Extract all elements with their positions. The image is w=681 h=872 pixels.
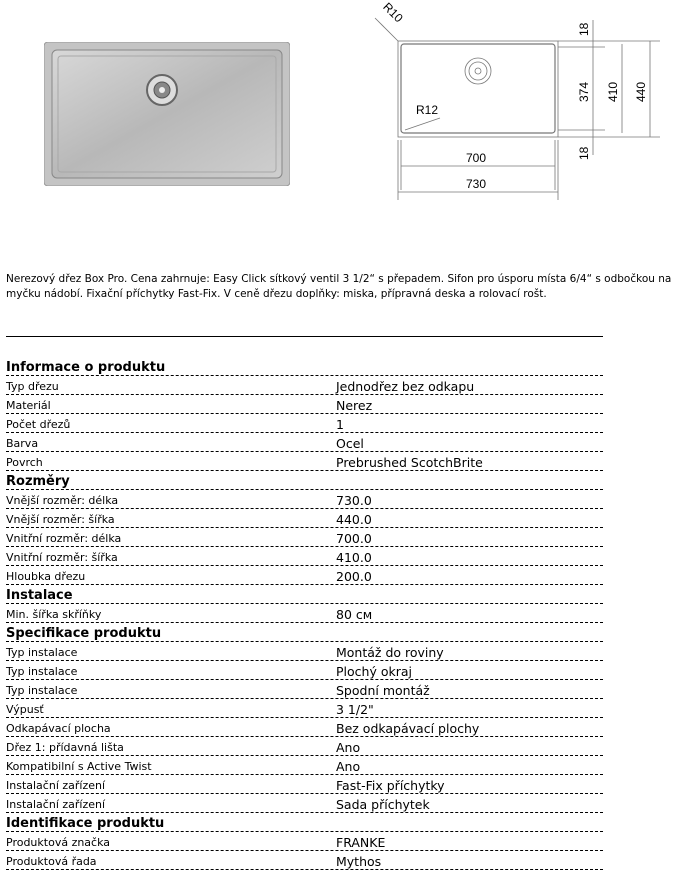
row-label: Kompatibilní s Active Twist (6, 760, 152, 773)
row-value: Nerez (336, 398, 373, 413)
section-header (6, 623, 603, 642)
sink-photo (44, 42, 290, 186)
row-value: 440.0 (336, 512, 372, 527)
row-label: Typ instalace (6, 665, 78, 678)
table-row (6, 566, 603, 585)
section-header (6, 813, 603, 832)
table-row (6, 547, 603, 566)
table-row (6, 376, 603, 395)
table-row (6, 509, 603, 528)
spec-table (6, 357, 603, 870)
table-row (6, 699, 603, 718)
section-title: Informace o produktu (6, 360, 166, 375)
row-value: 1 (336, 417, 344, 432)
row-label: Povrch (6, 456, 43, 469)
table-row (6, 395, 603, 414)
table-row (6, 851, 603, 870)
row-value: 700.0 (336, 531, 372, 546)
row-value: 730.0 (336, 493, 372, 508)
section-title: Specifikace produktu (6, 626, 162, 641)
row-label: Výpusť (6, 703, 44, 716)
table-row (6, 661, 603, 680)
row-label: Vnější rozměr: šířka (6, 513, 115, 526)
row-label: Odkapávací plocha (6, 722, 111, 735)
product-description: Nerezový dřez Box Pro. Cena zahrnuje: Easy Click sítkový ventil 3 1/2“ s přepadem. Sifon pro úsporu místa 6/4“ s odbočkou na myčku nádobí. Fixační příchytky Fast-Fix. V ceně dřezu doplňky: miska, přípravná deska a rolovací rošt. (6, 273, 672, 300)
row-label: Produktová značka (6, 836, 111, 849)
section-header (6, 357, 603, 376)
row-label: Min. šířka skříňky (6, 608, 102, 621)
row-value: 410.0 (336, 550, 372, 565)
row-label: Materiál (6, 399, 51, 412)
table-row (6, 718, 603, 737)
row-label: Typ instalace (6, 684, 78, 697)
dim-374: 374 (577, 81, 591, 102)
table-row (6, 756, 603, 775)
row-value: 200.0 (336, 569, 372, 584)
row-value: Fast-Fix příchytky (336, 778, 445, 793)
row-value: 3 1/2" (336, 702, 374, 717)
table-row (6, 775, 603, 794)
dim-440: 440 (634, 81, 648, 102)
row-label: Dřez 1: přídavná lišta (6, 741, 124, 754)
row-value: Montáž do roviny (336, 645, 444, 660)
row-value: Ano (336, 759, 361, 774)
row-value: Plochý okraj (336, 664, 412, 679)
row-value: Ocel (336, 436, 364, 451)
row-label: Instalační zařízení (6, 798, 106, 811)
table-row (6, 414, 603, 433)
table-row (6, 737, 603, 756)
section-header (6, 471, 603, 490)
dim-r12: R12 (416, 103, 439, 117)
dim-730: 730 (466, 177, 487, 191)
row-label: Barva (6, 437, 39, 450)
row-value: Prebrushed ScotchBrite (336, 455, 483, 470)
section-title: Identifikace produktu (6, 816, 165, 831)
row-value: Ano (336, 740, 361, 755)
technical-drawing (370, 0, 670, 210)
table-row (6, 832, 603, 851)
row-label: Typ dřezu (6, 380, 59, 393)
row-label: Hloubka dřezu (6, 570, 86, 583)
row-value: Sada příchytek (336, 797, 430, 812)
row-value: FRANKE (336, 835, 386, 850)
section-header (6, 585, 603, 604)
row-value: Jednodřez bez odkapu (336, 379, 475, 394)
dim-700: 700 (466, 151, 487, 165)
row-label: Instalační zařízení (6, 779, 106, 792)
row-label: Vnitřní rozměr: délka (6, 532, 122, 545)
dim-r10: R10 (380, 0, 406, 26)
table-row (6, 680, 603, 699)
table-row (6, 433, 603, 452)
dim-18-top: 18 (577, 22, 591, 36)
table-row (6, 794, 603, 813)
table-row (6, 528, 603, 547)
dim-410: 410 (606, 81, 620, 102)
table-row (6, 452, 603, 471)
row-value: Bez odkapávací plochy (336, 721, 480, 736)
row-label: Počet dřezů (6, 418, 71, 431)
dim-18-bottom: 18 (577, 146, 591, 160)
row-value: Spodní montáž (336, 683, 430, 698)
section-title: Instalace (6, 588, 73, 603)
table-row (6, 642, 603, 661)
row-value: 80 см (336, 607, 373, 622)
divider (6, 336, 603, 337)
row-label: Typ instalace (6, 646, 78, 659)
row-label: Produktová řada (6, 855, 97, 868)
table-row (6, 490, 603, 509)
section-title: Rozměry (6, 474, 70, 489)
row-label: Vnější rozměr: délka (6, 494, 119, 507)
row-value: Mythos (336, 854, 382, 869)
row-label: Vnitřní rozměr: šířka (6, 551, 118, 564)
table-row (6, 604, 603, 623)
